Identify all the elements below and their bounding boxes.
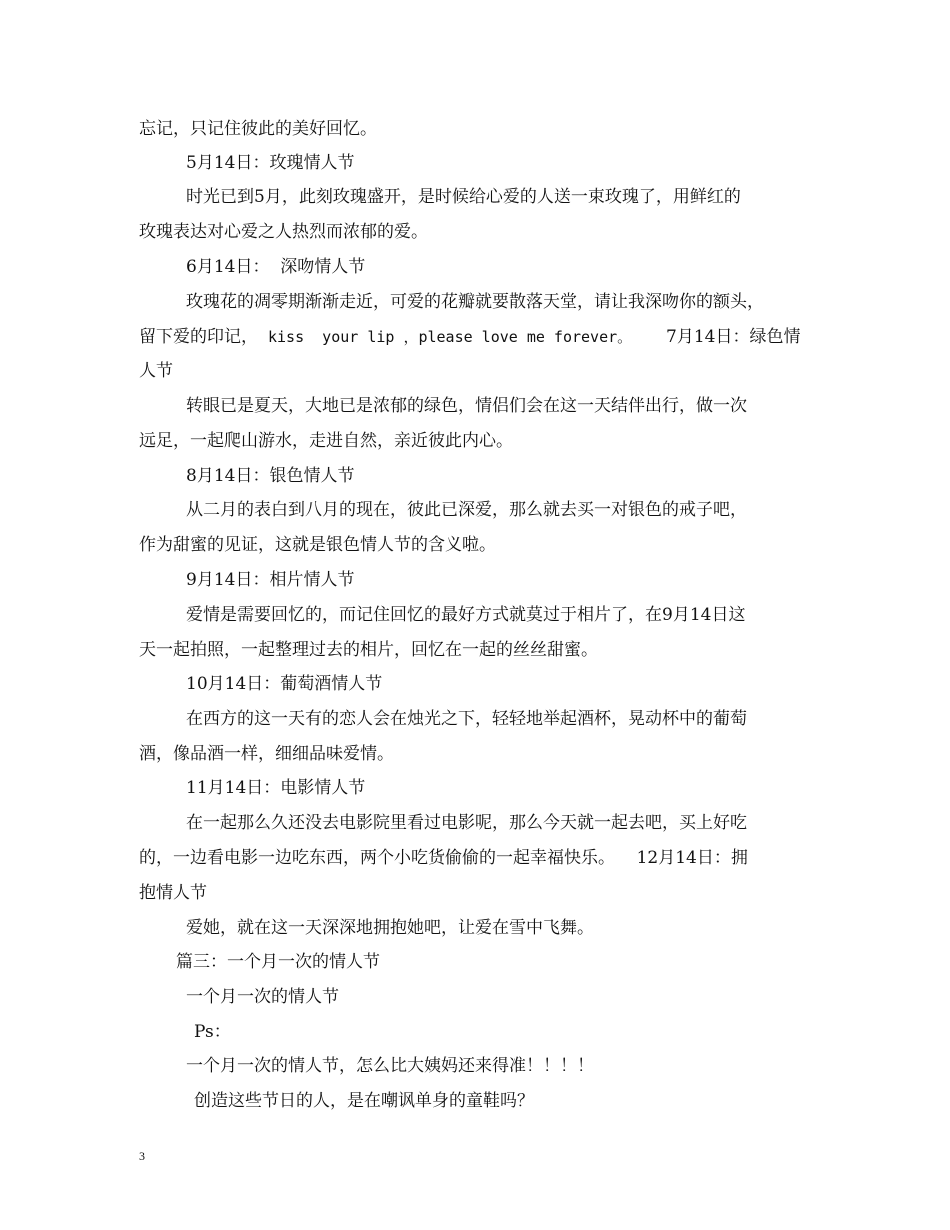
text-line: 爱她，就在这一天深深地拥抱她吧，让爱在雪中飞舞。 [186, 918, 594, 938]
text-line: 玫瑰表达对心爱之人热烈而浓郁的爱。 [139, 222, 428, 242]
text-line: 酒，像品酒一样，细细品味爱情。 [139, 744, 394, 764]
article-title: 一个月一次的情人节 [186, 987, 339, 1007]
page-number: 3 [139, 1149, 145, 1163]
section-heading: 9月14日：相片情人节 [186, 570, 355, 590]
section-heading: 10月14日：葡萄酒情人节 [186, 674, 383, 694]
section-heading: 人节 [139, 361, 173, 381]
section-heading: 7月14日：绿色情 [666, 327, 801, 347]
section-heading: 5月14日：玫瑰情人节 [186, 153, 355, 173]
text-line: 一个月一次的情人节，怎么比大姨妈还来得准！！！！ [186, 1056, 594, 1076]
english-phrase: kiss your lip ，please love me forever。 [268, 328, 633, 346]
text-line: 作为甜蜜的见证，这就是银色情人节的含义啦。 [139, 535, 496, 555]
text-line: 忘记，只记住彼此的美好回忆。 [139, 119, 377, 139]
text-line: 留下爱的印记， [139, 327, 258, 347]
section-heading: 8月14日：银色情人节 [186, 466, 355, 486]
text-line: 玫瑰花的凋零期渐渐走近，可爱的花瓣就要散落天堂，请让我深吻你的额头， [186, 292, 764, 312]
chapter-heading: 篇三：一个月一次的情人节 [176, 952, 380, 972]
text-line: 时光已到5月，此刻玫瑰盛开，是时候给心爱的人送一束玫瑰了，用鲜红的 [186, 187, 741, 207]
text-line: 的，一边看电影一边吃东西，两个小吃货偷偷的一起幸福快乐。 12月14日：拥 [139, 848, 748, 868]
text-line: 从二月的表白到八月的现在，彼此已深爱，那么就去买一对银色的戒子吧， [186, 500, 747, 520]
text-line: 爱情是需要回忆的，而记住回忆的最好方式就莫过于相片了，在9月14日这 [186, 605, 746, 625]
section-heading: 抱情人节 [139, 883, 207, 903]
text-line: 创造这些节日的人，是在嘲讽单身的童鞋吗？ [194, 1091, 534, 1111]
section-heading: 11月14日：电影情人节 [186, 778, 366, 798]
text-line: 远足，一起爬山游水，走进自然，亲近彼此内心。 [139, 431, 513, 451]
text-line: 在一起那么久还没去电影院里看过电影呢，那么今天就一起去吧，买上好吃 [186, 813, 747, 833]
text-line: Ps： [194, 1022, 231, 1042]
section-heading: 6月14日： 深吻情人节 [186, 257, 366, 277]
text-line: 转眼已是夏天，大地已是浓郁的绿色，情侣们会在这一天结伴出行，做一次 [186, 396, 747, 416]
text-line: 在西方的这一天有的恋人会在烛光之下，轻轻地举起酒杯，晃动杯中的葡萄 [186, 709, 747, 729]
text-line: 天一起拍照，一起整理过去的相片，回忆在一起的丝丝甜蜜。 [139, 640, 598, 660]
